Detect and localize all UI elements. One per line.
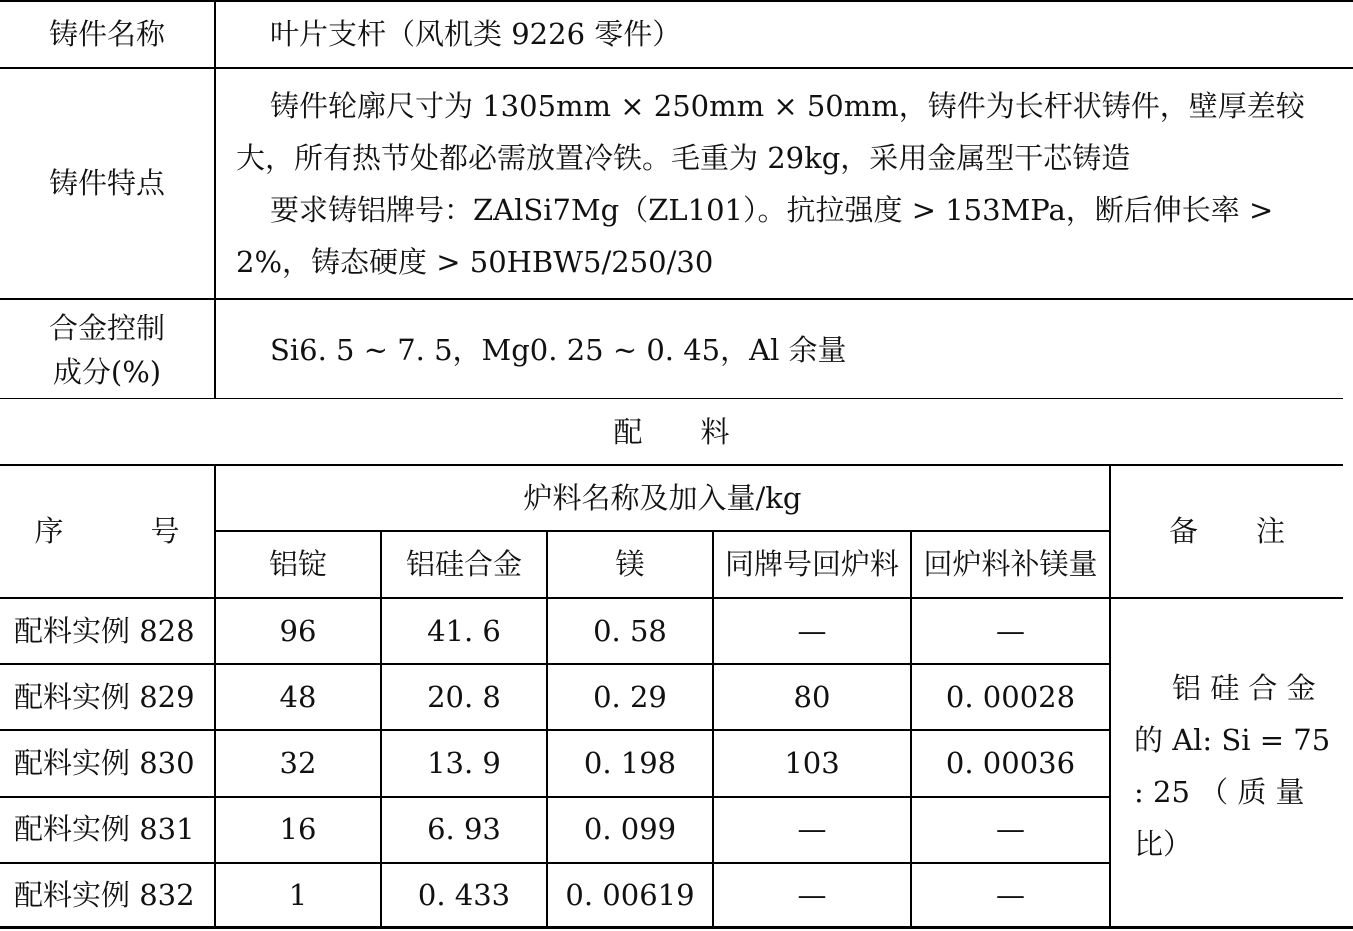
row-name: 配料实例 830	[14, 746, 195, 780]
cell-returns: —	[797, 812, 827, 846]
row-name: 配料实例 832	[14, 878, 195, 912]
cell-returns: 103	[784, 746, 840, 780]
row-name: 配料实例 828	[14, 614, 195, 648]
cell-returns: 80	[793, 680, 831, 714]
cell-mg-supplement: —	[996, 812, 1025, 846]
cell-al-si-alloy: 6. 93	[427, 812, 501, 846]
subcol-aluminum-ingot: 铝锭	[268, 547, 327, 581]
cell-aluminum-ingot: 48	[279, 680, 317, 714]
subcol-al-si-alloy: 铝硅合金	[405, 547, 522, 581]
cell-al-si-alloy: 20. 8	[427, 680, 501, 714]
cell-aluminum-ingot: 16	[279, 812, 317, 846]
cell-mg-supplement: —	[996, 614, 1025, 648]
features-line: 要求铸铝牌号：ZAlSi7Mg（ZL101）。抗拉强度 > 153MPa，断后伸长率 >	[270, 193, 1274, 227]
features-line: 2%，铸态硬度 > 50HBW5/250/30	[236, 245, 714, 279]
cell-returns: —	[797, 878, 827, 912]
cell-aluminum-ingot: 96	[279, 614, 317, 648]
cell-magnesium: 0. 00619	[565, 878, 695, 912]
alloy-value: Si6. 5 ~ 7. 5，Mg0. 25 ~ 0. 45，Al 余量	[270, 333, 847, 367]
cell-al-si-alloy: 13. 9	[427, 746, 501, 780]
cell-al-si-alloy: 41. 6	[427, 614, 501, 648]
subcol-same-grade-returns: 同牌号回炉料	[724, 547, 899, 581]
alloy-label	[0, 306, 214, 394]
row-name: 配料实例 829	[14, 680, 195, 714]
cell-magnesium: 0. 58	[593, 614, 667, 648]
features-line: 大，所有热节处都必需放置冷铁。毛重为 29kg，采用金属型干芯铸造	[236, 141, 1131, 175]
remark-line: 比）	[1134, 827, 1193, 861]
batching-title: 配 料	[613, 415, 730, 449]
subcol-returns-mg-supplement: 回炉料补镁量	[923, 547, 1098, 581]
cell-magnesium: 0. 099	[583, 812, 677, 846]
alloy-label-line: 合金控制	[48, 311, 165, 345]
casting-name-value: 叶片支杆（风机类 9226 零件）	[270, 17, 682, 51]
remark-line: 的 Al: Si = 75	[1134, 723, 1331, 757]
remark-line: : 25 （ 质 量	[1134, 775, 1305, 809]
cell-al-si-alloy: 0. 433	[417, 878, 511, 912]
cell-mg-supplement: 0. 00036	[945, 746, 1076, 780]
remark-text	[1134, 662, 1331, 870]
cell-mg-supplement: —	[996, 878, 1025, 912]
cell-aluminum-ingot: 32	[279, 746, 317, 780]
subcol-magnesium: 镁	[615, 547, 645, 581]
features-text	[236, 80, 1336, 288]
col-header-seq: 序 号	[34, 514, 180, 548]
cell-magnesium: 0. 198	[583, 746, 677, 780]
cell-mg-supplement: 0. 00028	[945, 680, 1076, 714]
features-label: 铸件特点	[48, 166, 165, 200]
cell-magnesium: 0. 29	[593, 680, 667, 714]
casting-name-label: 铸件名称	[48, 17, 165, 51]
cell-aluminum-ingot: 1	[288, 878, 308, 912]
cell-returns: —	[797, 614, 827, 648]
alloy-label-line: 成分(%)	[52, 355, 162, 389]
remark-line: 铝 硅 合 金	[1172, 671, 1316, 705]
row-name: 配料实例 831	[14, 812, 195, 846]
col-header-remark: 备 注	[1168, 514, 1285, 548]
features-line: 铸件轮廓尺寸为 1305mm × 250mm × 50mm，铸件为长杆状铸件，壁厚差较	[270, 89, 1305, 123]
col-header-group: 炉料名称及加入量/kg	[523, 481, 802, 515]
